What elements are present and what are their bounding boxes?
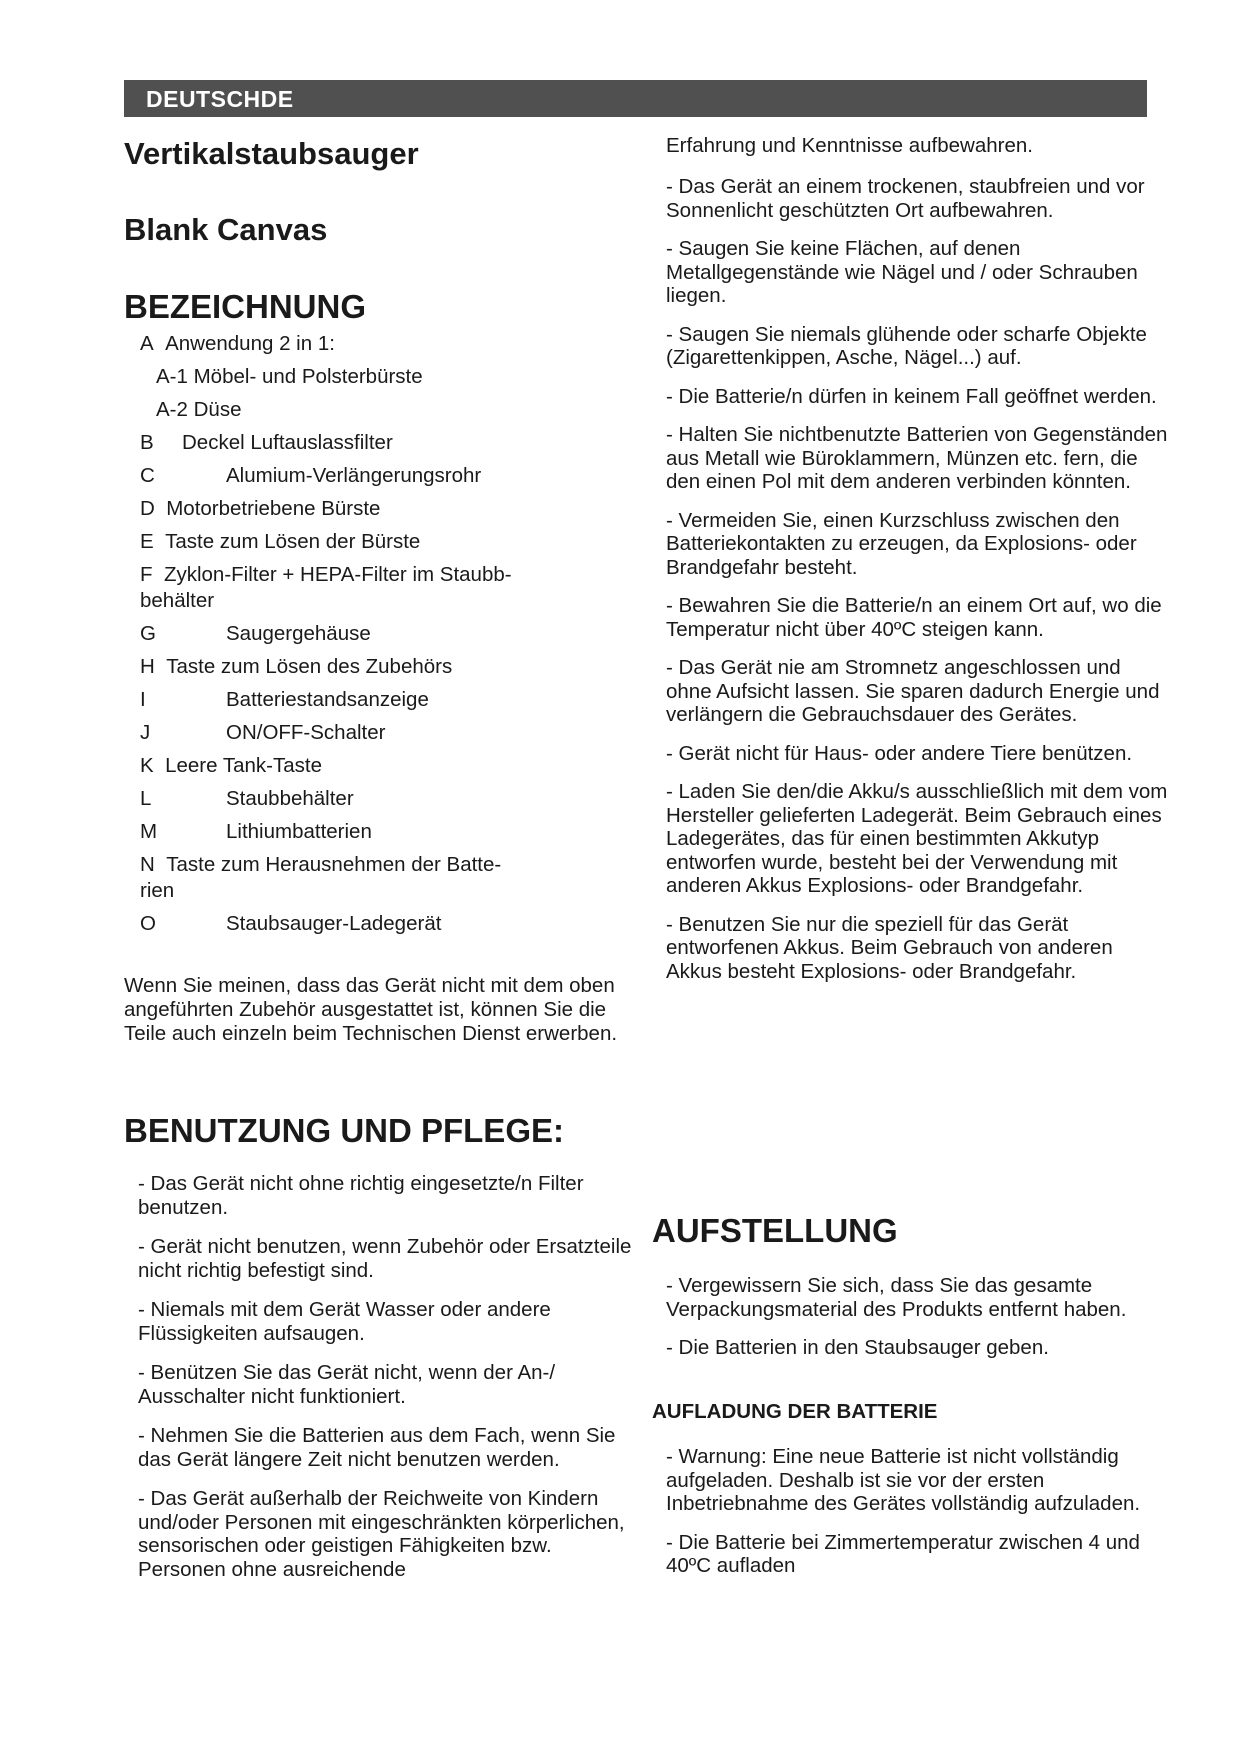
designation-item: I Batteriestandsanzeige <box>140 688 429 711</box>
language-label: DEUTSCHDE <box>146 86 294 112</box>
designation-item: L Staubbehälter <box>140 787 354 810</box>
list-item: - Gerät nicht für Haus- oder andere Tiere benützen. <box>666 741 1133 765</box>
designation-note: Wenn Sie meinen, dass das Gerät nicht mit dem oben angeführten Zubehör ausgestattet ist, können Sie die Teile auch einzeln beim Technischen Dienst erwerben. <box>124 974 618 1045</box>
language-bar <box>124 80 1147 117</box>
list-item: - Das Gerät außerhalb der Reichweite von Kindern und/oder Personen mit eingeschränkten körperlichen, sensorischen oder geistigen Fähigkeiten bzw. Personen ohne ausreichende <box>138 1487 625 1581</box>
designation-item: A-1 Möbel- und Polsterbürste <box>156 365 423 388</box>
list-item: - Saugen Sie keine Flächen, auf denen Metallgegenstände wie Nägel und / oder Schrauben liegen. <box>666 237 1138 307</box>
list-item: - Das Gerät nie am Stromnetz angeschlossen und ohne Aufsicht lassen. Sie sparen dadurch Energie und verlängern die Gebrauchsdauer des Gerätes. <box>666 656 1160 726</box>
designation-item: C Alumium-Verlängerungsrohr <box>140 464 482 487</box>
designation-item: G Saugergehäuse <box>140 622 371 645</box>
list-item: - Das Gerät an einem trockenen, staubfreien und vor Sonnenlicht geschützten Ort aufbewahren. <box>666 175 1145 222</box>
list-item: - Vermeiden Sie, einen Kurzschluss zwischen den Batteriekontakten zu erzeugen, da Explosions- oder Brandgefahr besteht. <box>666 508 1137 579</box>
charging-heading: AUFLADUNG DER BATTERIE <box>652 1400 938 1423</box>
designation-heading: BEZEICHNUNG <box>124 288 367 325</box>
list-item: - Halten Sie nichtbenutzte Batterien von Gegenständen aus Metall wie Büroklammern, Münzen etc. fern, die den einen Pol mit dem anderen verbinden könnten. <box>666 423 1168 493</box>
designation-item: H Taste zum Lösen des Zubehörs <box>140 655 453 678</box>
list-item: - Benützen Sie das Gerät nicht, wenn der An-/ Ausschalter nicht funktioniert. <box>138 1361 556 1408</box>
designation-item: B Deckel Luftauslassfilter <box>140 431 393 454</box>
list-item: - Nehmen Sie die Batterien aus dem Fach, wenn Sie das Gerät längere Zeit nicht benutzen werden. <box>138 1424 616 1471</box>
list-item: - Warnung: Eine neue Batterie ist nicht vollständig aufgeladen. Deshalb ist sie vor der ersten Inbetriebnahme des Gerätes vollständig aufzuladen. <box>666 1445 1141 1515</box>
designation-item: E Taste zum Lösen der Bürste <box>140 530 421 553</box>
use-care-heading: BENUTZUNG UND PFLEGE: <box>124 1112 564 1149</box>
list-item: - Benutzen Sie nur die speziell für das Gerät entworfenen Akkus. Beim Gebrauch von anderen Akkus besteht Explosions- oder Brandgefahr. <box>666 912 1113 983</box>
designation-item: A-2 Düse <box>156 398 242 421</box>
designation-item: F Zyklon-Filter + HEPA-Filter im Staubb- behälter <box>140 563 512 612</box>
designation-list <box>124 330 624 943</box>
continuation-text: Erfahrung und Kenntnisse aufbewahren. <box>666 134 1033 157</box>
charging-list <box>666 1445 1176 1593</box>
list-item: - Gerät nicht benutzen, wenn Zubehör oder Ersatzteile nicht richtig befestigt sind. <box>138 1235 632 1282</box>
designation-item: D Motorbetriebene Bürste <box>140 497 381 520</box>
designation-item: K Leere Tank-Taste <box>140 754 322 777</box>
use-care-list <box>138 1172 638 1597</box>
list-item: - Die Batterien in den Staubsauger geben. <box>666 1336 1049 1359</box>
designation-item: O Staubsauger-Ladegerät <box>140 912 442 935</box>
setup-list <box>666 1274 1176 1375</box>
designation-item: J ON/OFF-Schalter <box>140 721 386 744</box>
list-item: - Laden Sie den/die Akku/s ausschließlich mit dem vom Hersteller gelieferten Ladegerät. Beim Gebrauch eines Ladegerätes, das für einen bestimmten Akkutyp entworfen wurde, besteht bei der Verwendung mit anderen Akkus Explosions- oder Brandgefahr. <box>666 780 1168 897</box>
list-item: - Saugen Sie niemals glühende oder scharfe Objekte (Zigarettenkippen, Asche, Nägel...) auf. <box>666 322 1147 369</box>
list-item: - Niemals mit dem Gerät Wasser oder andere Flüssigkeiten aufsaugen. <box>138 1298 551 1345</box>
designation-item: M Lithiumbatterien <box>140 820 372 843</box>
product-title: Vertikalstaubsauger <box>124 136 419 171</box>
product-subtitle: Blank Canvas <box>124 212 328 247</box>
use-care-list-continued <box>666 175 1176 998</box>
designation-item: A Anwendung 2 in 1: <box>140 332 335 355</box>
list-item: - Das Gerät nicht ohne richtig eingesetzte/n Filter benutzen. <box>138 1172 584 1219</box>
list-item: - Die Batterie/n dürfen in keinem Fall geöffnet werden. <box>666 384 1157 408</box>
list-item: - Die Batterie bei Zimmertemperatur zwischen 4 und 40ºC aufladen <box>666 1530 1140 1577</box>
designation-item: N Taste zum Herausnehmen der Batte- rien <box>140 853 502 902</box>
list-item: - Bewahren Sie die Batterie/n an einem Ort auf, wo die Temperatur nicht über 40ºC steigen kann. <box>666 594 1162 641</box>
list-item: - Vergewissern Sie sich, dass Sie das gesamte Verpackungsmaterial des Produkts entfernt haben. <box>666 1274 1127 1321</box>
setup-heading: AUFSTELLUNG <box>652 1212 898 1249</box>
